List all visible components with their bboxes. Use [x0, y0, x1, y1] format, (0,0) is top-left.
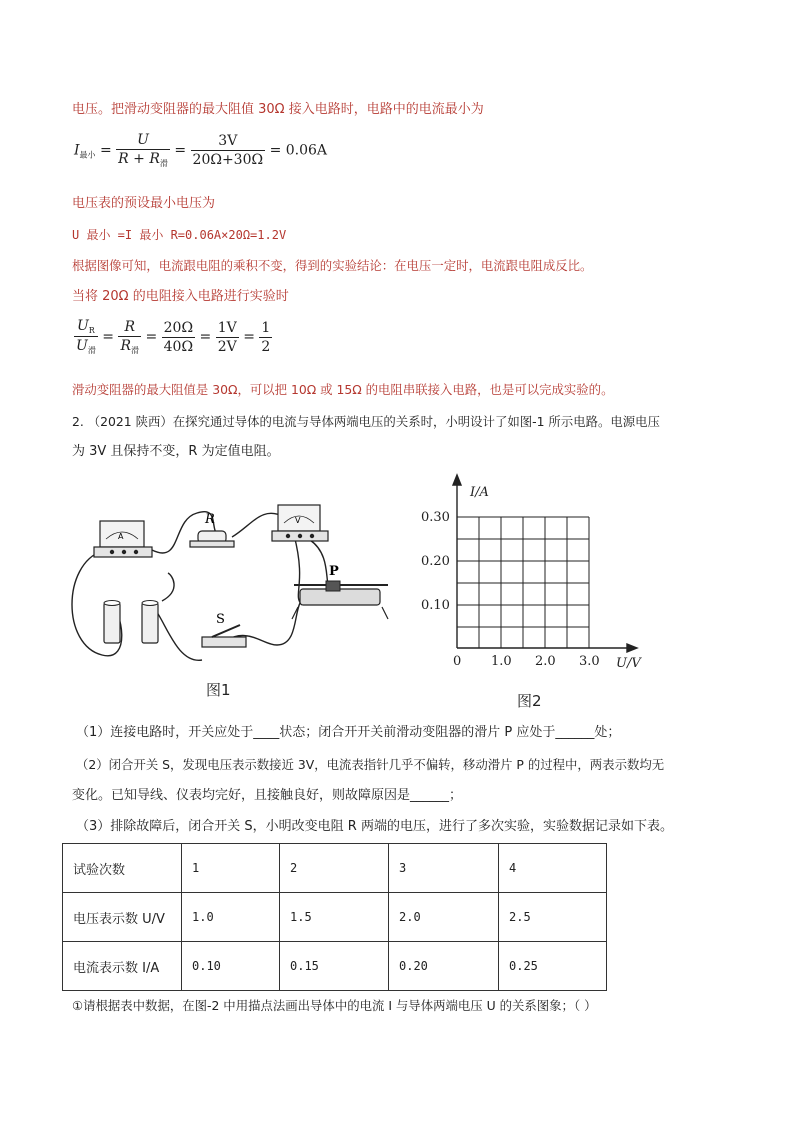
resistor-label: R — [205, 512, 215, 527]
eq2-f2-den: R — [120, 337, 131, 354]
table-cell: 2.0 — [389, 893, 499, 942]
voltmeter-icon — [272, 505, 328, 541]
y-tick-label: 0.30 — [421, 510, 450, 525]
table-cell: 0.25 — [499, 942, 607, 991]
eq2-f1-den-sub: 滑 — [87, 346, 96, 355]
question-part-3: （3）排除故障后，闭合开关 S，小明改变电阻 R 两端的电压，进行了多次实验，实验数据记录如下表。 — [76, 819, 673, 834]
eq1-frac1 — [116, 132, 170, 169]
eq2-f3-num: 20Ω — [163, 319, 194, 336]
table-cell: 2.5 — [499, 893, 607, 942]
eq2-f1-num: U — [76, 318, 89, 334]
switch-label: S — [216, 612, 225, 627]
wire-battery-ammeter — [162, 573, 174, 601]
eq2-frac3 — [162, 320, 195, 355]
rheostat-slider-label: P — [329, 564, 339, 579]
rheostat-icon — [292, 564, 388, 619]
y-tick-label: 0.20 — [421, 554, 450, 569]
eq2-f2-num: R — [124, 318, 135, 335]
x-tick-label: 3.0 — [579, 654, 600, 669]
figure-1-circuit — [62, 495, 392, 665]
eq2-f3-den: 40Ω — [163, 338, 194, 355]
table-cell: 1.5 — [280, 893, 389, 942]
grid-lines — [457, 517, 589, 648]
y-axis-label: I/A — [470, 485, 489, 500]
question-part-1: （1）连接电路时，开关应处于____状态；闭合开开关前滑动变阻器的滑片 P 应处于______处； — [76, 725, 621, 740]
resistor-icon — [190, 512, 234, 547]
question-part-3-sub: ①请根据表中数据，在图-2 中用描点法画出导体中的电流 I 与导体两端电压 U 的关系图象；（ ） — [72, 998, 597, 1013]
eq1-frac1-den-sub: 滑 — [159, 159, 168, 168]
table-row — [63, 893, 607, 942]
figure-2-grid — [418, 470, 648, 675]
table-cell: 1 — [182, 844, 280, 893]
eq1-frac2-num: 3V — [191, 133, 266, 151]
ammeter-label: A — [118, 532, 124, 541]
voltmeter-label: V — [295, 516, 301, 525]
solution-line-5: 当将 20Ω 的电阻接入电路进行实验时 — [72, 289, 289, 304]
eq1-lhs-sub: 最小 — [79, 150, 96, 160]
question-part-2b: 变化。已知导线、仪表均完好，且接触良好，则故障原因是______； — [72, 788, 463, 803]
eq2-f1-den: U — [76, 338, 88, 354]
eq1-frac1-den: R + R — [118, 151, 160, 167]
eq1-lhs: I — [74, 142, 80, 159]
x-tick-label: 0 — [453, 654, 462, 669]
table-cell: 0.15 — [280, 942, 389, 991]
table-cell: 1.0 — [182, 893, 280, 942]
x-tick-label: 2.0 — [535, 654, 556, 669]
question-intro-1: 2. （2021 陕西）在探究通过导体的电流与导体两端电压的关系时，小明设计了如图-1 所示电路。电源电压 — [72, 414, 660, 429]
solution-line-6: 滑动变阻器的最大阻值是 30Ω，可以把 10Ω 或 15Ω 的电阻串联接入电路，也是可以完成实验的。 — [72, 382, 614, 397]
eq2-frac2 — [118, 319, 141, 356]
equation-min-current: $I_{最小}$ = $\frac{U}{R + R_滑}$ = $\frac{3V}{20\Omega+30\Omega}$ = 0.06A — [74, 132, 328, 168]
table-row-header: 电压表示数 U/V — [63, 893, 182, 942]
eq2-frac5 — [259, 320, 272, 355]
table-row-header: 电流表示数 I/A — [63, 942, 182, 991]
eq2-f5-num: 1 — [261, 319, 271, 336]
eq2-frac1 — [74, 318, 98, 356]
table-row-header: 试验次数 — [63, 844, 182, 893]
solution-line-3: U 最小 =I 最小 R=0.06A×20Ω=1.2V — [72, 228, 287, 242]
solution-line-2: 电压表的预设最小电压为 — [72, 196, 216, 211]
eq1-result: = 0.06A — [269, 142, 328, 159]
eq2-f2-den-sub: 滑 — [131, 345, 139, 355]
wire-voltmeter-rheostat-2 — [310, 540, 330, 587]
eq2-f5-den: 2 — [261, 338, 271, 355]
table-cell: 2 — [280, 844, 389, 893]
eq2-f4-den: 2V — [217, 338, 237, 355]
eq1-frac2 — [191, 133, 266, 168]
solution-line-4: 根据图像可知，电流跟电阻的乘积不变，得到的实验结论：在电压一定时，电流跟电阻成反比。 — [72, 258, 593, 273]
x-tick-label: 1.0 — [491, 654, 512, 669]
battery-icon — [104, 601, 158, 644]
x-axis-label: U/V — [616, 656, 641, 671]
switch-icon — [202, 612, 246, 647]
equation-ratio: $\frac{U_R}{U_滑}$ = $\frac{R}{R_滑}$ = $\frac{20\Omega}{40\Omega}$ = $\frac{1V}{2V}$ = $\frac{1}{2}$ — [76, 318, 271, 355]
table-cell: 0.10 — [182, 942, 280, 991]
eq2-frac4 — [216, 320, 239, 355]
figure-1-caption: 图1 — [206, 681, 231, 699]
table-cell: 3 — [389, 844, 499, 893]
ammeter-icon — [94, 521, 152, 557]
table-row — [63, 844, 607, 893]
y-tick-label: 0.10 — [421, 598, 450, 613]
eq2-f1-num-sub: R — [88, 326, 95, 335]
question-part-2a: （2）闭合开关 S，发现电压表示数接近 3V，电流表指针几乎不偏转，移动滑片 P 的过程中，两表示数均无 — [76, 757, 665, 772]
eq1-frac1-num: U — [137, 132, 149, 148]
eq1-frac2-den: 20Ω+30Ω — [192, 152, 264, 168]
eq2-f4-num: 1V — [217, 319, 237, 336]
figure-2-caption: 图2 — [517, 692, 542, 710]
data-table — [62, 843, 607, 991]
solution-line-1: 电压。把滑动变阻器的最大阻值 30Ω 接入电路时，电路中的电流最小为 — [72, 102, 484, 117]
table-cell: 4 — [499, 844, 607, 893]
question-intro-2: 为 3V 且保持不变，R 为定值电阻。 — [72, 444, 280, 459]
table-row — [63, 942, 607, 991]
table-cell: 0.20 — [389, 942, 499, 991]
